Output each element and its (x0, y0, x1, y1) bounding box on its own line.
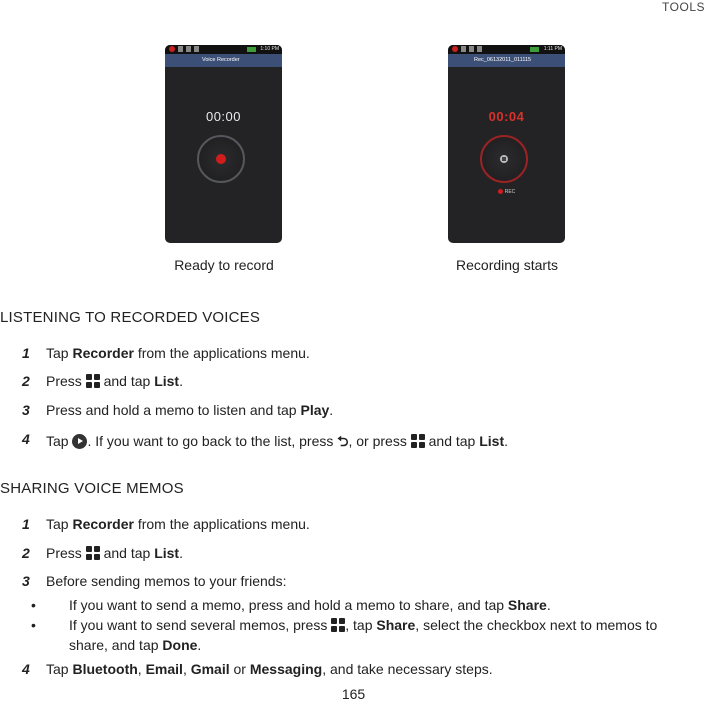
record-notification-icon (169, 46, 175, 52)
caption-ready: Ready to record (174, 257, 274, 273)
bullet-item: If you want to send several memos, press , tap Share, select the checkbox next to memos to share, and tap Done. (69, 617, 658, 653)
battery-icon (247, 47, 256, 52)
step-text: Before sending memos to your friends: (46, 573, 287, 589)
page-number: 165 (341, 686, 366, 702)
caption-recording: Recording starts (456, 257, 558, 273)
step-text: Tap Bluetooth, Email, Gmail or Messaging, and take necessary steps. (46, 661, 493, 677)
step-number: 3 (22, 402, 30, 418)
wifi-icon (469, 46, 474, 52)
listening-title: LISTENING TO RECORDED VOICES (0, 309, 261, 326)
step-number: 3 (22, 573, 30, 589)
play-icon (72, 434, 87, 449)
volume-icon (194, 46, 199, 52)
status-time: 1:11 PM (543, 46, 562, 52)
menu-key-icon (331, 618, 345, 632)
stop-button[interactable] (500, 155, 508, 163)
status-time: 1:10 PM (260, 46, 279, 52)
step-number: 1 (22, 345, 30, 361)
step-number: 2 (22, 545, 30, 561)
menu-key-icon (86, 546, 100, 560)
step-text: Tap . If you want to go back to the list, press ⮌, or press and tap List. (46, 431, 508, 455)
step-number: 4 (22, 431, 30, 447)
rec-dot-icon (498, 189, 503, 194)
step-number: 2 (22, 373, 30, 389)
back-key-icon: ⮌ (337, 433, 349, 449)
timer: 00:00 (205, 109, 242, 124)
screenshot-recording (448, 45, 565, 243)
battery-icon (530, 47, 539, 52)
record-button[interactable] (216, 154, 226, 164)
rec-indicator (448, 189, 565, 195)
sharing-title: SHARING VOICE MEMOS (0, 480, 184, 497)
recorder-label: Recorder (72, 345, 134, 361)
step-text: Tap Recorder from the applications menu. (46, 516, 310, 532)
bullet-marker: • (31, 597, 36, 613)
menu-key-icon (86, 374, 100, 388)
step-number: 1 (22, 516, 30, 532)
step-number: 4 (22, 661, 30, 677)
recorder-screen (448, 67, 565, 243)
bullet-item: If you want to send a memo, press and hold a memo to share, and tap Share. (69, 597, 551, 613)
status-icons (452, 46, 482, 52)
app-title: Voice Recorder (165, 54, 282, 67)
menu-key-icon (411, 434, 425, 448)
rec-label: REC (504, 189, 516, 195)
step-text: Press and hold a memo to listen and tap Play. (46, 402, 334, 418)
bullet-marker: • (31, 617, 36, 633)
wifi-icon (186, 46, 191, 52)
step-text: Press and tap List. (46, 373, 183, 389)
usb-icon (178, 46, 183, 52)
volume-icon (477, 46, 482, 52)
status-icons (169, 46, 199, 52)
timer: 00:04 (488, 109, 525, 124)
status-bar (165, 45, 282, 54)
step-text: Press and tap List. (46, 545, 183, 561)
record-notification-icon (452, 46, 458, 52)
step-text: Tap Recorder from the applications menu. (46, 345, 310, 361)
section-header: TOOLS (662, 0, 705, 14)
screenshot-ready (165, 45, 282, 243)
recorder-screen (165, 67, 282, 243)
app-title: Rec_06132011_011115 (448, 54, 565, 67)
status-bar (448, 45, 565, 54)
usb-icon (461, 46, 466, 52)
